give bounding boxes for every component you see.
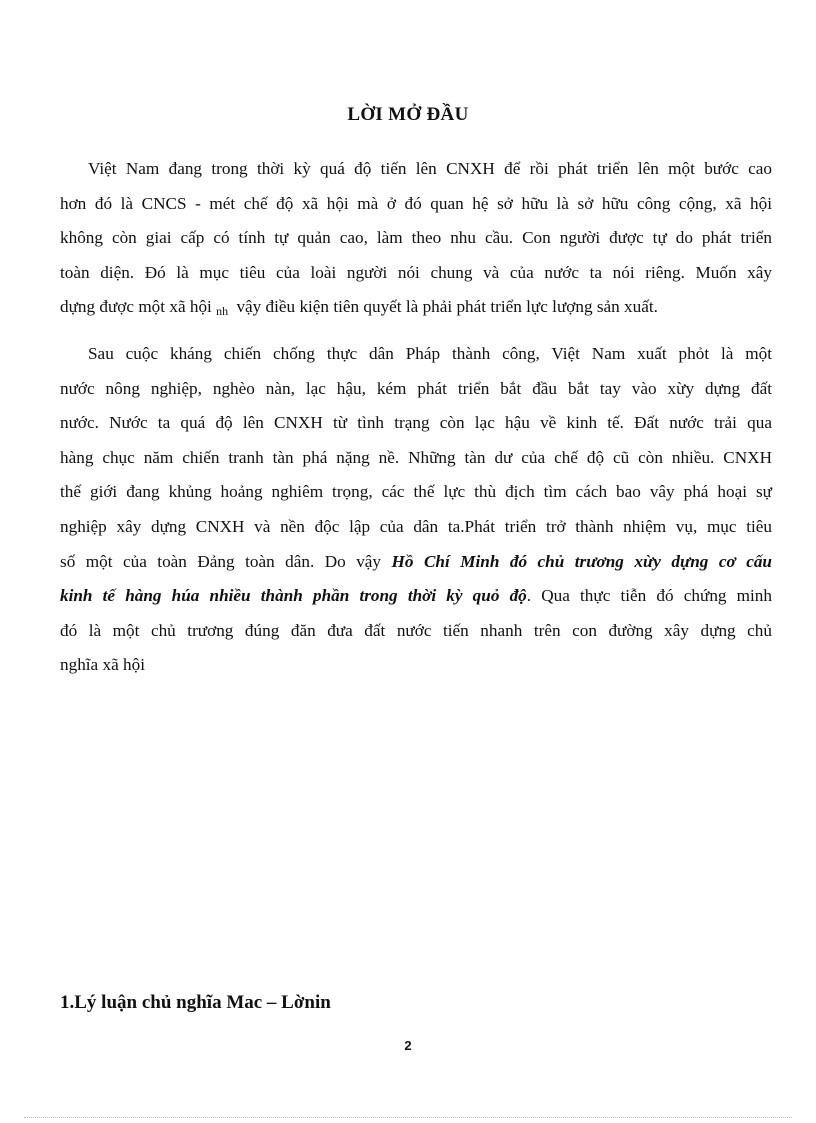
paragraph-line: thế giới đang khủng hoảng nghiêm trọng, các thế lực thù địch tìm cách bao vây phá hoại sự [60,482,772,502]
line-text: vậy điều kiện tiên quyết là phải phát triển lực lượng sản xuất. [236,297,658,317]
emphasized-text: Hồ Chí Minh đó chủ trương xừy dựng cơ cấu [391,551,772,571]
paragraph-line: đó là một chủ trương đúng đăn đưa đất nước tiến nhanh trên con đường xây dựng chủ [60,620,772,640]
paragraph-line: hàng chục năm chiến tranh tàn phá nặng nề. Những tàn dư của chế độ cũ còn nhiều. CNXH [60,447,772,467]
line-text: số một của toàn Đảng toàn dân. Do vậy [60,551,392,571]
section-heading: 1.Lý luận chủ nghĩa Mac – Lờnin [60,992,331,1013]
paragraph-line: nước nông nghiệp, nghèo nàn, lạc hậu, kém phát triển bắt đầu bắt tay vào xừy dựng đất [60,378,772,398]
document-title: LỜI MỞ ĐẦU [347,104,469,125]
intro-paragraph-2 [60,337,772,683]
paragraph-line: nghĩa xã hội [60,655,145,675]
line-text: . Qua thực tiễn đó chứng minh [526,586,772,606]
page-footer-divider [24,1117,792,1118]
paragraph-line [60,579,772,614]
paragraph-line: không còn giai cấp có tính tự quản cao, làm theo nhu cầu. Con người được tự do phát triển [60,228,772,248]
paragraph-line: nghiệp xây dựng CNXH và nền độc lập của dân ta.Phát triển trở thành nhiệm vụ, mục tiêu [60,516,772,536]
paragraph-line: hơn đó là CNCS - mét chế độ xã hội mà ở đó quan hệ sở hữu là sở hữu công cộng, xã hội [60,193,772,213]
line-text-small: nh [216,304,229,319]
paragraph-line: nước. Nước ta quá độ lên CNXH từ tình trạng còn lạc hậu về kinh tế. Đất nước trải qua [60,413,772,433]
paragraph-line: toàn diện. Đó là mục tiêu của loài người nói chung và của nước ta nói riêng. Muốn xây [60,262,772,282]
paragraph-line [60,290,772,326]
emphasized-text: kinh tế hàng húa nhiều thành phần trong thời kỳ quỏ độ [60,586,527,606]
page-number: 2 [404,1038,412,1053]
line-text: dựng được một xã hội [60,297,212,317]
intro-paragraph-1 [60,152,772,326]
paragraph-line: Sau cuộc kháng chiến chống thực dân Pháp thành công, Việt Nam xuất phỏt là một [88,344,772,363]
paragraph-line [60,545,772,580]
paragraph-line: Việt Nam đang trong thời kỳ quá độ tiến lên CNXH để rồi phát triển lên một bước cao [88,159,772,178]
